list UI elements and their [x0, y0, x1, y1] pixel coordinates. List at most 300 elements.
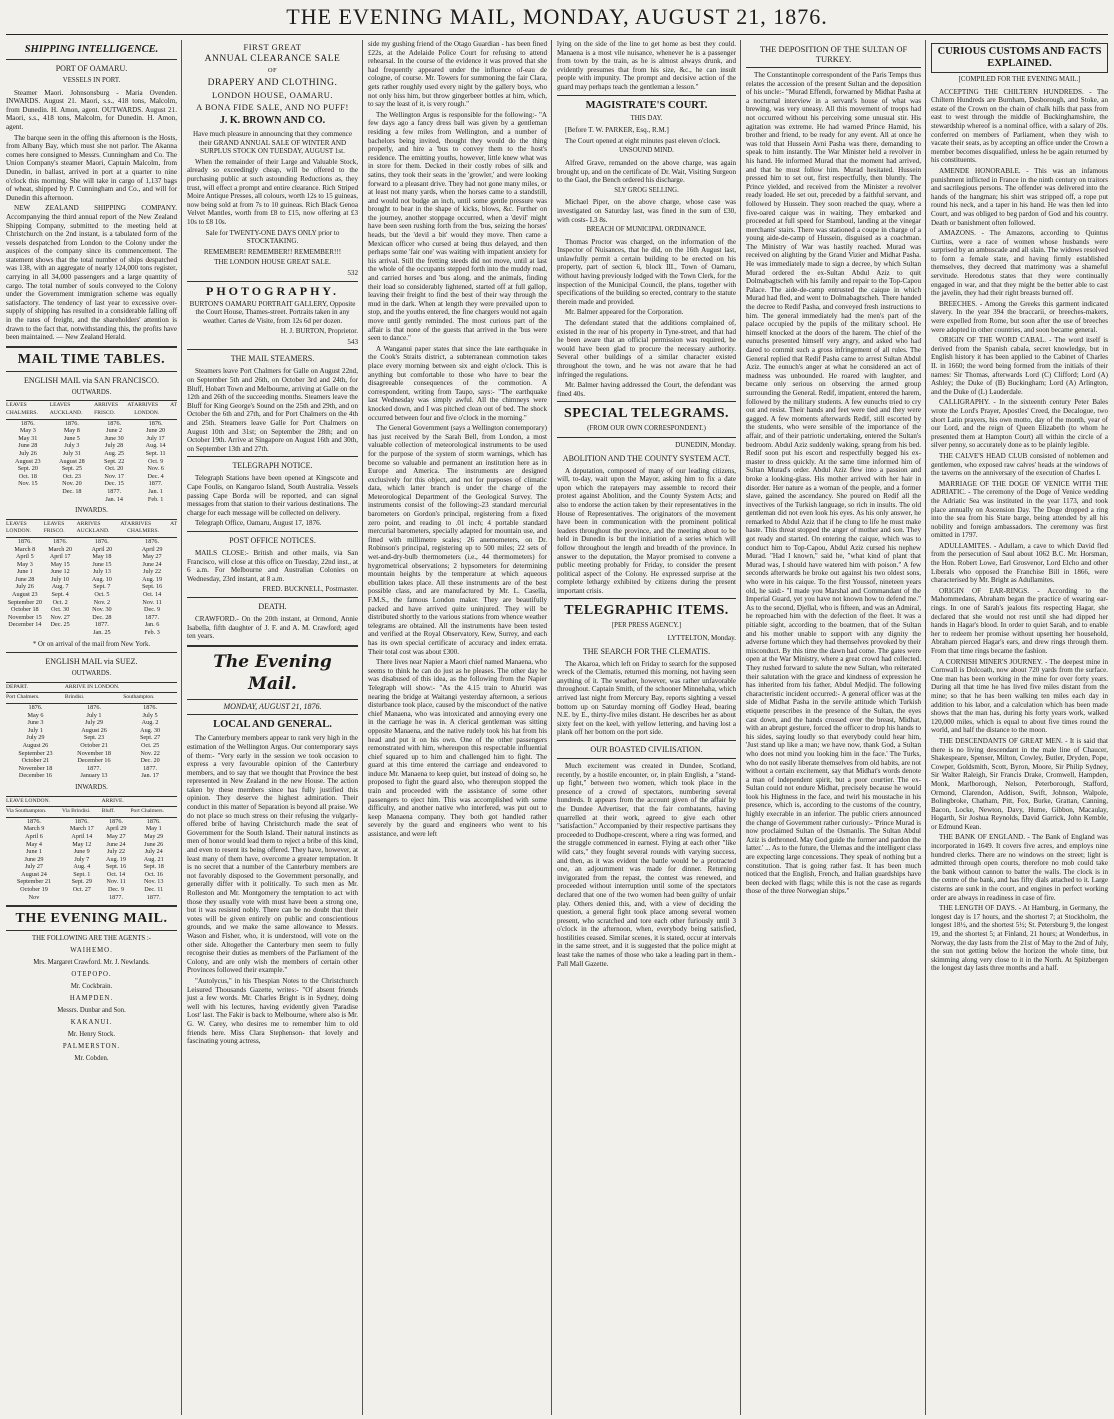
agent-place: PALMERSTON.	[62, 1043, 121, 1051]
table-cell: Dec. 15	[104, 480, 124, 488]
table-row	[6, 863, 177, 871]
table-cell: June 30	[104, 434, 124, 442]
table-cell: December 16	[18, 772, 53, 780]
case-heading: UNSOUND MIND.	[619, 147, 674, 155]
table-cell: May 27	[142, 553, 162, 561]
table-cell: Feb. 3	[144, 629, 160, 637]
table-cell: Sept. 18	[143, 863, 164, 871]
table-cell: Dec. 28	[92, 613, 112, 621]
table-cell: Nov. 11	[142, 598, 162, 606]
table-cell: Nov. 20	[62, 480, 82, 488]
table-cell: May 31	[18, 434, 38, 442]
table-cell: Nov. 27	[50, 613, 70, 621]
article-heading: OUR BOASTED CIVILISATION.	[590, 745, 703, 754]
custom-paragraph: ADULLAMITES. - Adullam, a cave to which David fled from the persecution of Saul about 1062 B.C. Mr. Horsman, the Hon. Robert Lowe, Earl Grosvenor, Lord Elcho and other Liberals who opposed the Franchise Bill in 1866, were characterised by Mr. Bright as Adullamites.	[931, 541, 1108, 585]
column-2	[183, 40, 362, 1415]
custom-paragraph: THE LENGTH OF DAYS. - At Hamburg, in Germany, the longest day is 17 hours, and the shortest 7; at Stockholm, the longest 18½, and the shortest 5½; St. Petersburg 9, the longest 19, and the shortest 5; at Finland, 21 hours; at Wonderhus, in Norway, the day lasts from the 21st of May to the 2nd of July, the sun not getting below the horizon the whole time, but skimming along very close to it in the North. At Spitzbergen the longest day lasts three months and a half.	[931, 904, 1108, 973]
table-row	[6, 629, 177, 637]
dateline: LYTTELTON, Monday.	[667, 634, 736, 643]
custom-paragraph: THE DESCENDANTS OF GREAT MEN. - It is said that there is no living descendant in the male line of Chaucer, Shakespeare, Spenser, Milton, Cowley, Butler, Dryden, Pope, Cowper, Goldsmith, Scott, Byron, Moore, Sir Philip Sydney, Sir Walter Raleigh, Sir Francis Drake, Cromwell, Hampden, Monk, Marlborough, Nelson, Peterborough, Stafford, Ormond, Clarendon, Addison, Swift, Johnson, Walpole, Bolingbroke, Chatham, Pitt, Fox, Burke, Grattan, Canning, Bacon, Locke, Newton, Davy, Hume, Gibbon, Macaulay, Hogarth, Sir Joshua Reynolds, David Garrick, John Kemble, or Edmund Kean.	[931, 736, 1108, 831]
table-cell: Dec. 18	[62, 487, 82, 495]
table-cell: March 17	[69, 825, 94, 833]
column-rule	[925, 40, 926, 1415]
post-body: MAILS CLOSE:- British and other mails, via San Francisco, will close at this office on Tuesday, 22nd inst., at 6 a.m. For Melbourne and Australian Colonies on Wednesday, 23rd instant, at 8 a.m.	[187, 548, 358, 583]
case-body: Thomas Proctor was charged, on the information of the Inspector of Nuisances, that he did, on the 16th August last, unlawfully permit a certain building to be erected on his property, part of section 6, block III., Town of Oamaru, without having previously lodged with the Town Clerk, for the inspection of the Municipal Council, the plans, together with specifications of the building so erected, contrary to the statute therein made and provided.	[557, 237, 736, 306]
table-row	[6, 871, 177, 879]
masthead: THE EVENING MAIL, MONDAY, AUGUST 21, 1876.	[286, 4, 828, 29]
case-body: Alfred Grave, remanded on the above charge, was again brought up, and on the certificate of Dr. Wait, Visiting Surgeon to the Gaol, the Bench ordered his discharge.	[557, 158, 736, 185]
outwards-label: OUTWARDS.	[71, 388, 112, 396]
table-row	[6, 450, 177, 458]
table-cell: 1876.	[20, 419, 35, 427]
photography-sign: H. J. BURTON, Proprietor.	[280, 327, 358, 336]
ad-line: OF	[267, 67, 278, 74]
local-paragraph: The General Government (says a Wellington contemporary) has just received by the Sarah Bell, from London, a most valuable collection of meteorological instruments to be used for the purpose of the system of storm warnings, which has become so valuable and permanent an institution here as in Europe and America. The instruments are designed exclusively for this object, and not for purposes of climatic data, which latter branch is under the charge of the Meteorological Department of the Geological Survey. The instruments consist of the following:-23 standard mercurial barometers on Gordon's principal, registering from a fixed zero point, and reading to .01 inch; 4 portable standard mercurial barometers, specially adapted for mountain use, and fitted with millimetre scales; 26 anemometers, on Dr. Robinson's principal, registering up to 500 miles; 22 sets of wet-and-dry-bulb thermometers (i.e., 44 thermometers) for hygrometrical observations; 2 hypsometers for determining mountain heights by the temperature at which aqueous ebullition takes place. All these instruments are of the best possible class, and are manufactured by Mr. L. Casella, F.M.S., the famous London maker. They are beautifully packed and have arrived quite uninjured. They will be distributed shortly to the various stations from whence weather telegrams are obtained. All the instruments have been tested and verified at the Royal Observatory, Kew, Surrey, and each has its own special certificate of accuracy and index errata. Their total cost was about £300.	[368, 424, 547, 656]
custom-paragraph: ACCEPTING THE CHILTERN HUNDREDS. - The Chiltern Hundreds are Burnham, Desborough, and Stoke, an estate of the Crown on the chain of chalk hills that pass from east to west through the middle of Buckinghamshire, the stewardship whereof is a nominal office, with a salary of 20s. conferred on members of Parliament, when they wish to vacate their seats, as by accepting an office under the Crown a member becomes disqualified, unless he be again returned by his constituents.	[931, 87, 1108, 165]
table-row	[6, 583, 177, 591]
case-body: The defendant stated that the additions complained of, existed in the rear of his property in Tyne-street, and that had he been aware that an official permission was required, he would have been glad to procure the necessary authority. Several other buildings of a similar character existed throughout the town, and he was not aware that he had infringed the regulations.	[557, 319, 736, 379]
special-telegrams-heading: SPECIAL TELEGRAMS.	[563, 406, 730, 422]
table-cell: December 16	[77, 757, 111, 765]
agent-entry	[6, 1042, 177, 1063]
table-header: ARRIVES AT FRISCO.	[94, 401, 134, 419]
article-heading: ABOLITION AND THE COUNTY SYSTEM ACT.	[562, 453, 731, 463]
table-header: LEAVES AUCKLAND.	[50, 401, 94, 419]
vessels-label: VESSELS IN PORT.	[62, 77, 121, 84]
table-cell: Sept. 23	[83, 734, 105, 742]
table-cell: November 18	[18, 764, 53, 772]
suez-outwards-table	[6, 682, 177, 780]
table-row	[6, 606, 177, 614]
article-heading: THE SEARCH FOR THE CLEMATIS.	[582, 646, 711, 656]
custom-paragraph: THE CALVE'S HEAD CLUB consisted of noblemen and gentlemen, who exposed raw calves' heads at the windows of the taverns on the anniversary of the execution of Charles I.	[931, 451, 1108, 478]
ad-bona-fide: A BONA FIDE SALE, AND NO PUFF!	[196, 102, 349, 112]
table-cell: October 19	[20, 886, 48, 894]
table-cell: July 1	[27, 726, 43, 734]
table-row	[6, 734, 177, 742]
nzsc-text: NEW ZEALAND SHIPPING COMPANY. Accompanying the third annual report of the New Zealand Shipping Company, submitted to the meeting held at Christchurch on the 2nd instant, is a tabulated form of the vessels despatched from London to the Colony under the auspices of the company since its commencement. The statement shows that the total number of ships despatched was 138, with an aggregate of nearly 124,000 tons register, carrying in all 34,000 passengers and a large quantity of cargo. The total number of souls conveyed to the Colony under the Government immigration scheme was equally satisfactory. The tendency of last year to excessive over-supply of shipping has resulted in a considerable falling off in the rates of freight, and the shareholders' attention is drawn to the fact that, notwithstanding this, the profits have been maintained. — New Zealand Herald.	[6, 204, 177, 342]
custom-paragraph: A CORNISH MINER'S JOURNEY. - The deepest mine in Cornwall is Dolcoath, now about 720 yards from the surface. One man has been working in the mine for over forty years. During all that time he has lived five miles distant from the mine; so that he has been walking ten miles each day in addition to his labor, and a calculation which has been made shows that the man has, during his forty years work, walked 120,000 miles, which is equal to about five times round the world, and half the distance to the moon.	[931, 657, 1108, 735]
post-heading: POST OFFICE NOTICES.	[229, 535, 316, 545]
table-cell: Sept. 29	[71, 878, 92, 886]
table-cell: November 15	[7, 613, 42, 621]
custom-paragraph: THE BANK OF ENGLAND. - The Bank of England was incorporated in 1649. It covers five acres, and employs nine hundred clerks. There are no windows on the street; light is admitted through open courts, therefore no mob could take the bank without cannon to batter the walls. The clock is in the centre of the bank, and has fifty dials attached to it. Large cisterns are sunk in the court, and engines in perfect working order are always in readiness in case of fire.	[931, 833, 1108, 902]
table-row	[6, 473, 177, 481]
telegraphic-items-heading: TELEGRAPHIC ITEMS.	[564, 603, 729, 619]
column-rule	[740, 40, 741, 1415]
table-cell: June 28	[18, 442, 38, 450]
local-paragraph: lying on the side of the line to get home as best they could. Manaena is a most vile nuisance, whenever he is a passenger from town by the train, as he is almost always drunk, and evidently presumes that from his size, &c., he can insult people with impunity. The prompt and decisive action of the guard may perhaps teach the gentleman a lesson."	[557, 40, 736, 91]
ad-remember: REMEMBER! REMEMBER!! REMEMBER!!!	[203, 247, 342, 256]
table-cell: Feb. 1	[147, 495, 164, 503]
table-cell: Jan. 1	[148, 487, 163, 495]
table-row	[6, 719, 177, 727]
agent-names: Mr. Cockbrain.	[70, 983, 113, 991]
table-row	[6, 765, 177, 773]
table-cell: July 26	[18, 449, 37, 457]
table-cell: Dec. 9	[144, 606, 161, 614]
table-cell: April 29	[105, 825, 127, 833]
compiled-note: [COMPILED FOR THE EVENING MAIL.]	[958, 76, 1081, 83]
table-cell: June 1	[16, 568, 33, 576]
dateline: DUNEDIN, Monday.	[675, 440, 736, 449]
steamers-heading: THE MAIL STEAMERS.	[230, 354, 315, 364]
table-cell: Aug. 21	[143, 855, 164, 863]
table-row	[6, 480, 177, 488]
before-line: [Before T. W. PARKER, Esq., R.M.]	[565, 126, 669, 135]
table-cell: Jan. 14	[105, 495, 123, 503]
ad-line: LONDON HOUSE, OAMARU.	[212, 90, 333, 100]
table-cell: Aug. 19	[106, 855, 126, 863]
table-header: LEAVE LONDON.	[6, 796, 102, 807]
ad-firm: J. K. BROWN AND CO.	[219, 115, 326, 126]
table-row	[6, 742, 177, 750]
table-cell: Nov. 22	[140, 749, 160, 757]
table-cell: July 31	[62, 449, 81, 457]
table-cell: August 23	[12, 591, 38, 599]
table-cell: 1876.	[53, 537, 68, 545]
table-cell: May 18	[92, 553, 112, 561]
table-cell: June 24	[106, 840, 126, 848]
suez-heading: ENGLISH MAIL via SUEZ.	[45, 657, 138, 667]
table-cell: August 26	[81, 726, 107, 734]
table-cell: Nov. 17	[104, 472, 124, 480]
agent-names: Mr. Henry Stock.	[67, 1031, 116, 1039]
case-body: Mr. Balmer having addressed the Court, the defendant was fined 40s.	[557, 381, 736, 398]
death-body: CRAWFORD.- On the 20th instant, at Ormond, Annie Isabella, fifth daughter of J. F. and A. M. Crawford; aged ten years.	[187, 614, 358, 641]
table-cell: 1876.	[28, 704, 43, 711]
table-header: LEAVES LONDON.	[6, 519, 44, 537]
table-row	[6, 591, 177, 599]
column-rule	[551, 40, 552, 1415]
table-cell: June 1	[26, 848, 42, 856]
table-cell: 1876.	[87, 704, 101, 711]
table-cell: Aug. 14	[145, 442, 166, 450]
table-cell: Nov. 2	[93, 598, 111, 606]
steamers-body: Steamers leave Port Chalmers for Galle on August 22nd, on September 5th and 26th, on October 3rd and 24th, for Bluff, Hobart Town and Melbourne, arriving at Galle on the 12th and 26th of the succeeding months. Steamers leave the Bluff for King George's Sound on the 25th and 29th, and on October the 6th and 27th, and for Port Chalmers on the 4th and 25th. Steamers leave Galle for Port Chalmers on August 10th and 31st; on September the 28th; and on October 19th. Arrive at Singapore on August 16th and 30th, on September 13th and 27th.	[187, 367, 358, 453]
table-cell: Oct. 20	[105, 465, 124, 473]
custom-paragraph: AMENDE HONORABLE. - This was an infamous punishment inflicted in France in the ninth century on traitors and sacrilegious persons. The offender was delivered into the hands of the hangman; his shirt was stripped off, a rope put round his neck, and a taper in his hand. He was then led into Court, and was obliged to beg pardon of God and his country. Death or banishment often followed.	[931, 166, 1108, 227]
shipping-text-2: The barque seen in the offing this afternoon is the Hosts, from Albany Bay, which must she not parlor. The Akanna comes here consigned to Messrs. Cunningham and Co. The Union Company's steamer Maori, Captain Malcolm, from Dunedin, in ballast, arrived in port at a quarter to nine o'clock this morning. She will take in cargo of 1,137 bags of wheat, shipped by P. Cunningham and Co., and will for Dunedin this afternoon.	[6, 133, 177, 202]
table-cell	[44, 629, 77, 637]
table-cell: June 29	[24, 855, 44, 863]
shipping-heading: SHIPPING INTELLIGENCE.	[24, 44, 159, 55]
table-cell: Nov	[28, 893, 40, 901]
table-cell	[50, 496, 94, 504]
table-cell: July 5	[142, 711, 158, 719]
table-cell: Aug. 2	[141, 719, 159, 727]
agent-names: Mrs. Margaret Crawford. Mr. J. Newlands.	[33, 959, 150, 967]
table-cell: Dec. 9	[107, 886, 125, 894]
table-cell: 1876.	[17, 537, 32, 545]
table-row	[6, 435, 177, 443]
table-row	[6, 841, 177, 849]
agent-names: Messrs. Dunbar and Son.	[57, 1007, 126, 1015]
table-cell: July 24	[144, 848, 163, 856]
table-cell: July 22	[106, 848, 126, 856]
table-cell: May 8	[63, 427, 80, 435]
table-cell	[6, 488, 50, 496]
article-body: The Constantinople correspondent of the Paris Temps thus relates the accession of the present Sultan and the deposition of his uncle:- "Murad Effendi, forwarned by Midhat Pasha at a nocturnal interview in a servant's house of what was brewing, was very uneasy. All this movement of troops had not occurred without his perceiving some unusual stir. His agitation was extreme. He had warned Prince Hamid, his brother and friend, to be ready for any event. All at once he was told that Hussein Avni Pasha was there, demanding to speak to him instantly. The War Minister held a revolver in his hand. He informed Murad that the moment had arrived, and that he must follow him. Murad hesitated. Hussein pressed him to set out, first respectfully, then bluntly. The Prince yielded, and received from the Minister a revolver ready loaded. He set out, preceded by a faithful servant, and followed by Hussein. They soon reached the quay, where a five-oared caique was in waiting. They embarked and proceeded at full speed for Stamboul, landing at the vinegar merchants' stairs. There was stationed a coupe in charge of a young aide-de-camp of Hussein, disguised as a coachman. The Ministry of War was hastily reached. Murad was received on alighting by the Grand Vizier and Midhat Pasha. He was immediately made to sign a decree, by which Sultan Murad ordered the ex-Sultan Abdul Aziz to quit Dolmabagtscheh with his family and repair to the Top-Capou Palace. The aide-de-camp entrusted the caique in which Murad had fled, and went to Dolmabagtscheh. There handed the decree to Redif Pasha, and conveyed fresh instructions to him. The general immediately had the men's part of the palace occupied by the pupils of the military school. He himself knocked at the doors of the harem. The chief of the eunuchs presented himself very angry, and asked who had dared to commit such a gross infringement of all rules. The General replied that Redif Pasha came to arrest Sultan Abdul Aziz. The eunuch's anger at what he considered an act of madness was unbounded. He roared with laughter, and became only serious on observing the armed group surrounding the General. Redif, impatient, entered the harem, followed by the military students. A few eunuchs tried to cry out and resist. Their hands and feet were tied and they were gagged. A few moments afterwards Redif, still escorted by the students, who were sensible of the importance of the affair, and of their patriotic undertaking, entered the Sultan's bedroom. Abdul Aziz suddenly waking, sprang from his bed. Redif soon put his escort and respectfully begged his ex-master to dress quickly. At the same time informed him of Sultan Murad's order. Abdul Aziz flew into a passion and broke a looking-glass. His mother arrived with her hair in disorder. Her nature as a woman of the people, and a former slave, gained the ascendancy. She poured on Redif all the invectives of the Turkish language, so rich in insults. The old gentleman did not even look his eyes. As his only answer, he remarked to Abdul Aziz that if he clung to life he must make haste. This threat stopped the anger of mother and son. They got ready and started. On entering the caique, which was to conduct him to Top-Capou, Abdul Aziz cursed his nephew Murad. "Had I known," said he, "what kind of plant that Murad was, I should have watered him with poison." A few seconds afterwards he broke out against his two oldest sons, who were in his caique. To the first Youssof, nineteen years old, he said:- "I made you Marshal and Commandant of the Imperial Guard, yet you have not known how to defend me." As to the second, Djellal, who is fifteen, and was an Admiral, he reproached him with the defection of the fleet. It was a pitiable sight, according to the boatmen, that of the Sultan and his mother unable to support with any dignity the adverse fortune which they had themselves provoked by their misconduct. By this time the dawn had come. The gates were open at the War Ministry, where a great crowd had collected. They rushed forward to salute the new Sultan, who reiterated their salutation with the grace and kindness of expression he has inherited from his father, Abdul Medjid. The following characteristic incident occurred:- A general officer was at the side of Midhat Pasha in the servile attitude which Turkish etiquette prescribes in the presence of the Sultan, the eyes cast down, and the hands crossed over the breast, Midhat, with an abrupt gesture, forced the officer to drop his hands to his sides, saying loudly so that everybody could hear him, 'Just stand up like a man; we have now, thank God, a Sultan who does not mind you looking him in the face.' The Turks, who do not easily liberate themselves from old habits, are not without a certain excitement, say that Midhat's words denote a man of independent spirit, but a poor courtier. The ex-Sultan could not endure Midhat, precisely because he would look his Highness in the face, and twirl his moustache in his presence, which is, according to the customs of the country, highly execrable in an inferior. The public criers announced the change of Government rather curiously:- 'Prince Murad is now proclaimed Sultan of the Osmanlis. The Sultan Abdul Aziz is dethroned. May God guide the former and pardon the latter.' ... As to the future, the Ulemas and the intelligent class are expecting large concessions. They speak of nothing but a constitution. That is going rather fast. It has been much noticed that the English, French, and Italian guardships have been decked with flags; while this is not the case as regards those of the three Norwegian ships."	[746, 71, 921, 896]
agents-intro: THE FOLLOWING ARE THE AGENTS :-	[32, 935, 151, 943]
article-body: A deputation, composed of many of our leading citizens, will, to-day, wait upon the Mayor, asking him to fix a date upon which the ratepayers may assemble to record their protest against Abolition, and the County System Acts; and also to endorse the action taken by their representatives in the House of Representatives. The originators of the movement have been in communication with the prominent political leaders throughout the province, and the meeting about to be held in Dunedin is but the initiation of a series which will follow throughout the length and breadth of the province. In answer to the deputation, the Mayor promised to convene a public meeting probably for Friday, to consider the present political aspect of the Colony. He expressed surprise at the complete lethargy exhibited by citizens during the present important crisis.	[557, 466, 736, 595]
table-cell: Oct. 25	[140, 741, 160, 749]
table-cell: June 3	[27, 719, 44, 727]
table-header: Via Southampton.	[6, 807, 62, 818]
table-cell: October 21	[21, 757, 50, 765]
table-row	[6, 825, 177, 833]
table-cell: March 8	[14, 545, 36, 553]
sf-inwards-table	[6, 519, 177, 637]
local-paragraph: side my gushing friend of the Otago Guardian - has been fined £22s, at the Adelaide Police Court for refusing to attend rehearsal. In the course of the evidence it was proved that she had frequently appeared under the influence of-eau de cologne, of course. Mr. Towers for summoning the fair Clara, gets rather roughly used every night by the gallery boys, who not only hiss him, but throw gingerbeer bottles at him, which, to say the least of it, is very rough."	[368, 40, 547, 109]
table-cell: July 3	[64, 442, 80, 450]
table-cell: July 22	[143, 568, 162, 576]
local-paragraph: The Wellington Argus is responsible for the following:- "A few days ago a fancy dress ball was given by a gentleman residing a few miles from Wellington, and a number of bachelors being invited, thought they would do the thing properly, and hire a 'bus to convey them to the host's residence. The emitting youths, however, little knew what was in store for them. Decked in their costly robes of silk and satins, they took their seats in the 'growler,' and were looking forward to a pleasant drive. They had not gone many miles, or at least not many yards, when the horses came to a standstill, and would not budge an inch, until some gentle pressure was brought to bear in the shape of kicks, blows, &c. Further on the journey, another stoppage occurred, when a 'devil' might have been seen rushing forth from the 'bus, seizing the horses' heads, but the 'devil a bit' would they move. Then came a Mexican officer who cursed at being thus delayed, and then perhaps some 'fair one' was waiting with impatient anxiety for his arrival. Still the fretting steeds did not move, until at last the whole of the occupants stepped forth into the muddy road, and carried horses and 'bus along, and the animals, finding their load so considerably lightened, started off at full gallop, leaving their freight to find the best of their way through the mud in the dark. When at length they were prevailed upon to stop, and the youths entered, the fine chargers would not again move until gently reminded. The most curious part of the affair is that none of the guests that arrived in the 'bus were seen to dance."	[368, 110, 547, 343]
table-cell: March 9	[23, 825, 45, 833]
table-cell: June 5	[63, 434, 80, 442]
photography-number: 543	[347, 337, 358, 346]
table-cell: June 20	[146, 427, 166, 435]
table-cell: August 24	[21, 870, 47, 878]
column-1	[2, 40, 181, 1415]
table-cell: Sept. 16	[141, 583, 163, 591]
table-cell: 1876.	[109, 817, 123, 825]
table-header: ARRIVES AT AUCKLAND.	[77, 519, 128, 537]
table-cell: Sept. 7	[93, 583, 111, 591]
column-rule	[362, 40, 363, 1415]
table-cell: 1876.	[94, 537, 109, 545]
table-cell: July 27	[24, 863, 44, 871]
table-cell: Dec. 11	[144, 886, 164, 894]
photography-body: BURTON'S OAMARU PORTRAIT GALLERY, Opposite the Court House, Thames-street. Portraits taken in any weather. Cartes de Visite, from 12s 6d per dozen.	[189, 299, 356, 325]
table-row	[6, 614, 177, 622]
table-cell: Oct. 18	[18, 472, 37, 480]
table-header: DEPART.	[6, 682, 65, 693]
table-cell: June 12	[50, 568, 70, 576]
agent-place: KAKANUI.	[70, 1019, 113, 1027]
table-cell: Oct. 14	[106, 870, 126, 878]
article-body: The Akaroa, which left on Friday to search for the supposed wreck of the Clematis, returned this morning, not having seen anything of it. The weather, however, was rather unfavorable throughout. Captain Smith, of the schooner Minnehaha, which arrived last night from Mercury Bay, reports sighting a vessel bottom up on Saturday morning off Godley Head, bearing N.E. by E., thirty-five miles distant. He describes her as about sixty feet on the keel, with yellow lettering, and having lost a plank off her bottom on the port side.	[557, 659, 736, 737]
sf-outwards-table	[6, 400, 177, 503]
photography-heading: PHOTOGRAPHY.	[205, 283, 339, 298]
table-cell: Sept. 27	[139, 734, 161, 742]
table-cell: August 28	[59, 457, 85, 465]
table-row	[6, 488, 177, 496]
table-cell: August 23	[15, 457, 41, 465]
telegraph-heading: TELEGRAPH NOTICE.	[232, 461, 313, 471]
table-cell: October 18	[10, 606, 39, 614]
table-cell: July 1	[86, 711, 102, 719]
table-cell: May 12	[72, 840, 92, 848]
agent-entry	[6, 946, 177, 967]
table-cell: May 3	[19, 427, 36, 435]
table-cell: April 17	[49, 553, 71, 561]
table-cell: May 1	[145, 825, 162, 833]
table-cell: 1877.	[94, 621, 109, 629]
local-general-heading: LOCAL AND GENERAL.	[213, 719, 332, 731]
curious-customs-heading: CURIOUS CUSTOMS AND FACTS EXPLAINED.	[931, 43, 1108, 73]
table-header: Via Brindisi.	[62, 807, 102, 818]
custom-paragraph: AMAZONS. - The Amazons, according to Quintus Curtius, were a race of women whose husbands were surprised by an ambuscade and all slain. The widows resolved to form a female state, and having firmly established themselves, they decreed that matrimony was a shameful servitude. Herodotus states that they were continually engaged in war, and that they might be the better able to cast the javelin, they had their right breasts burned off.	[931, 229, 1108, 298]
ad-body-2: When the remainder of their Large and Valuable Stock, already so exceedingly cheap, will be offered to the purchasing public at such astounding Reductions as, they trust, will effect a prompt and entire clearance. Rich Striped Moire Antique Presses, all colours, worth 12s to 15 guineas, now being sold at from 7s to 10 guineas. Rich Black Genoa Velvet Mantles, worth from £8 to £15, now offering at £3 10s to £8 10s.	[187, 157, 358, 226]
table-row	[6, 856, 177, 864]
table-row	[6, 750, 177, 758]
port-heading: PORT OF OAMARU.	[55, 64, 128, 73]
table-cell: Nov. 30	[92, 606, 112, 614]
table-cell: Nov. 15	[18, 480, 38, 488]
table-header: LEAVES FRISCO.	[44, 519, 77, 537]
table-cell: 1877.	[145, 613, 160, 621]
table-cell: July 28	[105, 442, 124, 450]
table-cell: 1876.	[145, 537, 160, 545]
table-cell: July 10	[51, 575, 70, 583]
ad-line: DRAPERY AND CLOTHING.	[207, 78, 338, 88]
table-row	[6, 817, 177, 825]
column-rule	[181, 40, 182, 1415]
paper-name: The Evening Mail.	[213, 651, 332, 694]
table-cell: Sept. 1	[73, 870, 91, 878]
table-cell: May 15	[50, 560, 70, 568]
table-row	[6, 848, 177, 856]
table-cell: July 13	[92, 568, 111, 576]
post-sign: FRED. BUCKNELL, Postmaster.	[262, 585, 358, 594]
table-header: ARRIVES AT LONDON.	[134, 401, 177, 419]
table-row	[6, 496, 177, 504]
column-5	[742, 40, 925, 1415]
table-row	[6, 886, 177, 894]
table-row	[6, 419, 177, 427]
table-cell: July 26	[15, 583, 34, 591]
table-cell: Nov. 11	[106, 878, 126, 886]
table-row	[6, 568, 177, 576]
table-cell: Dec. 20	[140, 757, 160, 765]
table-row	[6, 576, 177, 584]
table-cell: 1876.	[74, 817, 89, 825]
table-cell: Jan. 25	[93, 629, 111, 637]
agent-entry	[6, 994, 177, 1015]
table-cell: October 21	[80, 741, 108, 749]
table-cell: Oct. 30	[51, 606, 70, 614]
table-cell: Sept. 16	[105, 863, 127, 871]
table-cell: 1876.	[148, 419, 163, 427]
table-cell: September 20	[7, 598, 42, 606]
table-header: ARRIVE.	[102, 796, 177, 807]
column-3	[364, 40, 551, 1415]
table-row	[6, 537, 177, 545]
local-paragraph: A Wanganui paper states that since the late earthquake in the Cook's Straits district, a subterranean commotion takes place every morning between six and eight o'clock. This is anything but comfortable to those who have to bear the disagreeable consequences of the commotion. A correspondent, writing from Taupo, says:- "The earthquake last Wednesday was simply awful. All the chimneys were knocked down, and I was pitched clean out of bed. The shock occurred between four and five o'clock in the morning."	[368, 344, 547, 422]
table-cell: June 24	[142, 560, 162, 568]
table-row	[6, 599, 177, 607]
table-header: ARRIVE IN LONDON.	[65, 682, 177, 693]
table-cell: 1876.	[146, 817, 161, 825]
local-paragraph: "Autolycus," in his Thespian Notes to the Christchurch Leisured Thousands Gazette, writes:- "Of absent friends just a few words. Mr. Charles Bright is in Sydney, doing well with his lectures, having evidently given 'Paradise Lost' last. The Fakir is back to Melbourne, where also is Mr. G. W. Carey, who desires me to remember him to old friends here. Miss Clara Stephenson- that lovely and fascinating young actress,	[187, 976, 358, 1046]
table-cell: March 20	[48, 545, 73, 553]
sf-note: * Or on arrival of the mail from New York.	[32, 640, 151, 648]
table-cell: 1877.	[148, 480, 163, 488]
table-cell: 1877.	[107, 487, 122, 495]
table-row	[6, 561, 177, 569]
table-cell: May 29	[144, 832, 164, 840]
table-cell: June 9	[73, 848, 90, 856]
table-cell: April 5	[15, 553, 34, 561]
agent-place: WAIHEMO.	[70, 947, 113, 955]
outwards-label: OUTWARDS.	[71, 670, 112, 678]
table-cell: Nov. 6	[147, 465, 164, 473]
table-cell: Oct. 23	[62, 472, 82, 480]
table-cell: Jan. 17	[141, 772, 159, 780]
column-6	[927, 40, 1112, 1415]
table-cell: 1877.	[146, 893, 161, 901]
table-row	[6, 727, 177, 735]
table-row	[6, 894, 177, 902]
table-cell: Oct. 27	[72, 886, 91, 894]
table-cell	[6, 629, 44, 637]
table-cell: May 27	[106, 832, 126, 840]
agent-entry	[6, 1018, 177, 1039]
table-cell: Aug. 4	[73, 863, 91, 871]
table-row	[6, 878, 177, 886]
table-header: Bluff.	[102, 807, 131, 818]
agent-names: Mr. Cobden.	[74, 1055, 109, 1063]
table-cell: July 7	[74, 855, 90, 863]
table-cell: July 17	[146, 434, 165, 442]
table-cell: January 13	[80, 772, 108, 780]
table-cell: June 2	[106, 427, 123, 435]
custom-paragraph: BREECHES. - Among the Greeks this garment indicated slavery. In the year 394 the braccarii, or breeches-makers, were expelled from Rome, but soon after the use of breeches were adopted in other countries, and soon became general.	[931, 299, 1108, 334]
table-cell: Sept. 25	[61, 465, 83, 473]
table-cell: 1877.	[143, 764, 158, 772]
table-header: ARRIVES AT CHALMERS.	[127, 519, 177, 537]
death-heading: DEATH.	[258, 601, 287, 611]
ad-footer: THE LONDON HOUSE GREAT SALE.	[214, 258, 331, 267]
table-header: Port Chalmers.	[130, 807, 177, 818]
telegraph-sign: Telegraph Office, Oamaru, August 17, 1876.	[195, 519, 322, 528]
suez-inwards-table	[6, 796, 177, 902]
table-cell: July 29	[26, 734, 45, 742]
table-cell: 1876.	[107, 419, 122, 427]
agent-entry	[6, 970, 177, 991]
shipping-text: Steamer Maori. Johnsonsburg - Maria Ovenden. INWARDS. August 21. Maori, s.s., 418 tons, Malcolm, from Dunedin. H. Amon, agent. OUTWARDS. August 21. Maori, s.s., 418 tons, Malcolm, for Dunedin. H. Amon, agent.	[6, 88, 177, 131]
local-paragraph: The Canterbury members appear to rank very high in the estimation of the Wellington Argus. Our contemporary says of them:- "Very early in the session we took occasion to express a very favourable opinion of the Canterbury members, and to say that we thought that Province the best represented in New Zealand in the new House. The action taken by these members since has fully justified this opinion. They deserve the highest admiration. Their conduct in this matter of Separation is beyond all praise. We do not place so much stress on their refusing the vulgarly-offered bribe of having Christchurch made the seat of Government for the South Island. Their natural instincts as men of honor would lead them to reject a bribe of this kind, and even to resent its being offered. They have, however, at least many of them have, overcome a greater temptation. It is no secret that a number of the Canterbury members are not favorably disposed to the Government personally, and generally differ with it politically. To such men as Mr. Rolleston and Mr. Montgomery the temptation to act with those they usually vote with must have been a strong one, but it was resisted nobly. There can be no doubt that their votes will be given entirely on public and conscientious grounds, and we make the same allowance to Messrs. Wason and Fisher, who, it is understood, will vote on the other side. Altogether the Canterbury men seem to fully recognise their duties as members of the Parliament of the Colony, and are only wish the members of certain other Provinces followed their example."	[187, 734, 358, 975]
table-cell: April 29	[141, 545, 163, 553]
table-cell: July 29	[85, 719, 104, 727]
table-cell: 1876.	[27, 817, 41, 825]
table-header: Southampton.	[123, 693, 177, 704]
table-row	[6, 833, 177, 841]
table-cell: 1876.	[64, 419, 79, 427]
table-cell	[62, 894, 102, 902]
telegraph-body: Telegraph Stations have been opened at Kingscote and Cape Foulis, on Kangaroo Island, South Australia. Vessels passing Cape Borda will be reported, and can signal messages from that station to their various destinations. The charge for each message will be collected on delivery.	[187, 474, 358, 517]
magistrate-heading: MAGISTRATE'S COURT.	[585, 99, 708, 111]
ad-body: Have much pleasure in announcing that they commence their GRAND ANNUAL SALE OF WINTER AND SURPLUS STOCK ON TUESDAY, AUGUST 1st.	[193, 130, 352, 156]
column-4	[553, 40, 740, 1415]
table-cell: June 28	[15, 575, 35, 583]
table-cell: June 26	[144, 840, 164, 848]
ad-line: ANNUAL CLEARANCE SALE	[204, 54, 341, 64]
table-cell: August 26	[22, 741, 49, 749]
inwards-label: INWARDS.	[75, 507, 108, 515]
this-day: THIS DAY.	[630, 114, 663, 122]
press-agency: [PER PRESS AGENCY.]	[611, 622, 682, 630]
table-cell: Oct. 9	[148, 457, 164, 465]
inwards-label: INWARDS.	[75, 783, 108, 791]
table-cell: 1877.	[109, 893, 123, 901]
table-cell: 1877.	[87, 764, 101, 772]
case-heading: SLY GROG SELLING.	[614, 186, 679, 194]
table-cell: May 4	[26, 840, 42, 848]
case-body: Mr. Balmer appeared for the Corporation.	[565, 308, 684, 317]
table-row	[6, 546, 177, 554]
